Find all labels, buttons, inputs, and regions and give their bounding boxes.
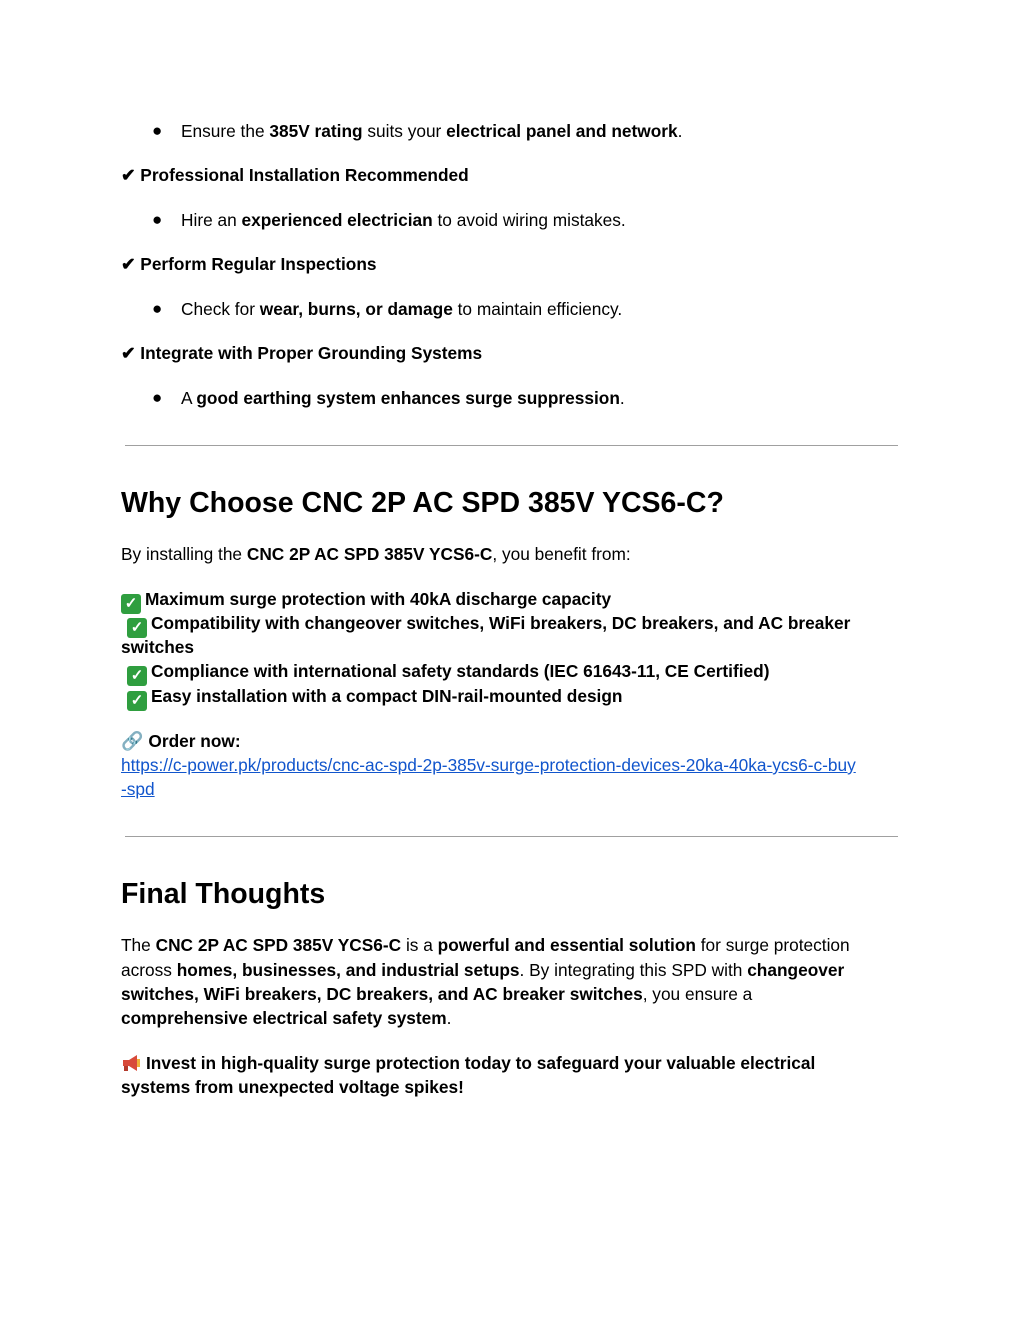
tip-bullet-electrician — [181, 208, 626, 232]
checkmark-icon: ✔ — [121, 343, 136, 363]
text-span: Hire an — [181, 210, 242, 230]
horizontal-divider — [125, 836, 898, 837]
text-span: Ensure the — [181, 121, 270, 141]
bullet-dot: ● — [152, 299, 163, 318]
bold-span: homes, businesses, and industrial setups — [176, 960, 520, 980]
why-intro — [121, 542, 631, 566]
text-span: By installing the — [121, 544, 247, 564]
megaphone-icon — [121, 1053, 143, 1073]
call-to-action-line — [121, 1051, 815, 1075]
benefit-text: Easy installation with a compact DIN-rail-mounted design — [151, 686, 623, 706]
text-span: , you benefit from: — [492, 544, 631, 564]
bold-span: electrical panel and network — [446, 121, 678, 141]
section-title-why-choose: Why Choose CNC 2P AC SPD 385V YCS6-C? — [121, 487, 724, 519]
final-paragraph-line — [121, 982, 752, 1006]
text-span: A — [181, 388, 197, 408]
text-span: to avoid wiring mistakes. — [432, 210, 626, 230]
horizontal-divider — [125, 445, 898, 446]
text-span: Check for — [181, 299, 260, 319]
tip-bullet-earthing — [181, 386, 625, 410]
final-paragraph-line — [121, 958, 844, 982]
final-paragraph-line — [121, 933, 850, 957]
heading-text: Integrate with Proper Grounding Systems — [140, 343, 483, 363]
order-now-label — [121, 729, 241, 753]
check-mark-icon: ✓ — [127, 666, 147, 686]
bold-span: CNC 2P AC SPD 385V YCS6-C — [246, 544, 493, 564]
check-mark-icon: ✓ — [127, 691, 147, 711]
bullet-dot: ● — [152, 388, 163, 407]
bold-span: changeover — [747, 960, 845, 980]
benefit-text: Compliance with international safety standards (IEC 61643-11, CE Certified) — [151, 661, 770, 681]
text-span: suits your — [362, 121, 447, 141]
benefit-text: Maximum surge protection with 40kA discharge capacity — [145, 589, 612, 609]
benefit-item — [127, 611, 850, 638]
benefit-item-continuation: switches — [121, 637, 194, 657]
text-span: across — [121, 960, 177, 980]
text-span: . — [619, 388, 625, 408]
link-icon: 🔗 — [121, 731, 144, 751]
cta-text: Invest in high-quality surge protection today to safeguard your valuable electrical — [146, 1053, 816, 1073]
bold-span: good earthing system enhances surge suppression — [196, 388, 620, 408]
check-mark-icon: ✓ — [127, 618, 147, 638]
tip-heading-grounding — [121, 341, 482, 365]
final-paragraph-line — [121, 1006, 451, 1030]
text-span: , you ensure a — [642, 984, 753, 1004]
benefit-item — [127, 659, 769, 686]
order-label-text: Order now: — [148, 731, 241, 751]
bullet-dot: ● — [152, 210, 163, 229]
text-span: for surge protection — [695, 935, 850, 955]
bold-span: CNC 2P AC SPD 385V YCS6-C — [155, 935, 402, 955]
checkmark-icon: ✔ — [121, 165, 136, 185]
text-span: . By integrating this SPD with — [519, 960, 748, 980]
call-to-action-line: systems from unexpected voltage spikes! — [121, 1077, 464, 1097]
tip-heading-installation — [121, 163, 469, 187]
bold-span: experienced electrician — [241, 210, 433, 230]
benefit-item — [121, 587, 611, 614]
tip-bullet-rating — [181, 119, 682, 143]
bold-span: wear, burns, or damage — [259, 299, 453, 319]
text-span: to maintain efficiency. — [452, 299, 623, 319]
heading-text: Professional Installation Recommended — [140, 165, 469, 185]
text-span: is a — [401, 935, 438, 955]
text-span: . — [677, 121, 683, 141]
section-title-final-thoughts: Final Thoughts — [121, 878, 326, 910]
bold-span: switches, WiFi breakers, DC breakers, and AC breaker switches — [121, 984, 643, 1004]
check-mark-icon: ✓ — [121, 594, 141, 614]
tip-bullet-wear — [181, 297, 622, 321]
text-span: . — [446, 1008, 452, 1028]
heading-text: Perform Regular Inspections — [140, 254, 377, 274]
bold-span: 385V rating — [269, 121, 363, 141]
order-link-continuation[interactable]: -spd — [121, 779, 155, 799]
order-link[interactable]: https://c-power.pk/products/cnc-ac-spd-2p-385v-surge-protection-devices-20ka-40ka-ycs6-c-buy — [121, 755, 856, 775]
benefit-item — [127, 684, 622, 711]
bold-span: powerful and essential solution — [437, 935, 696, 955]
tip-heading-inspections — [121, 252, 377, 276]
bullet-dot: ● — [152, 121, 163, 140]
text-span: The — [121, 935, 156, 955]
benefit-text: Compatibility with changeover switches, WiFi breakers, DC breakers, and AC breaker — [151, 613, 851, 633]
checkmark-icon: ✔ — [121, 254, 136, 274]
bold-span: comprehensive electrical safety system — [121, 1008, 447, 1028]
